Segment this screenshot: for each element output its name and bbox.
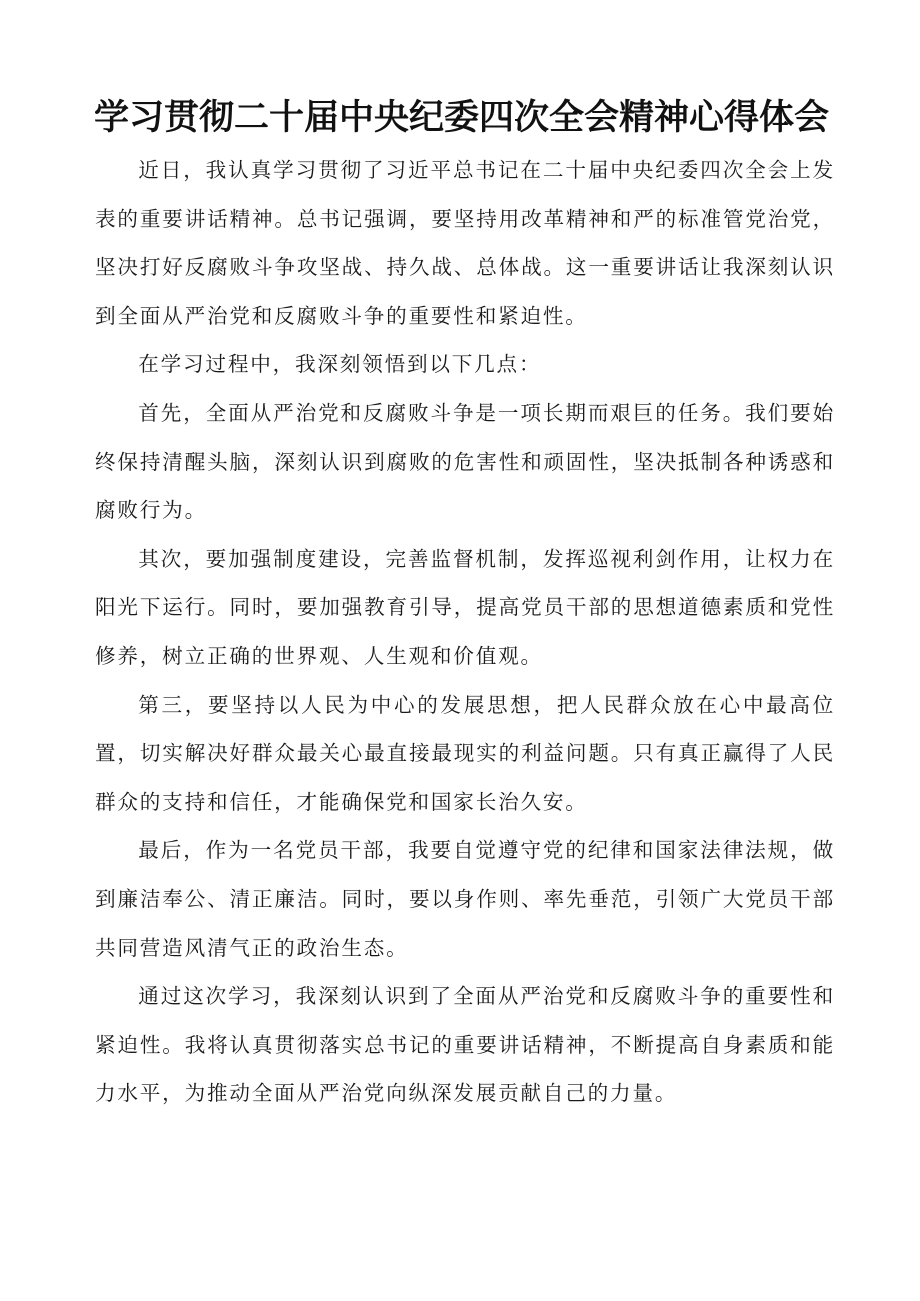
document-body — [95, 146, 835, 1118]
paragraph-first: 首先，全面从严治党和反腐败斗争是一项长期而艰巨的任务。我们要始终保持清醒头脑，深刻认识到腐败的危害性和顽固性，坚决抵制各种诱惑和腐败行为。 — [95, 400, 835, 523]
paragraph-intro: 近日，我认真学习贯彻了习近平总书记在二十届中央纪委四次全会上发表的重要讲话精神。总书记强调，要坚持用改革精神和严的标准管党治党，坚决打好反腐败斗争攻坚战、持久战、总体战。这一重要讲话让我深刻认识到全面从严治党和反腐败斗争的重要性和紧迫性。 — [95, 158, 835, 328]
paragraph-third: 第三，要坚持以人民为中心的发展思想，把人民群众放在心中最高位置，切实解决好群众最关心最直接最现实的利益问题。只有真正赢得了人民群众的支持和信任，才能确保党和国家长治久安。 — [95, 692, 835, 814]
paragraph-finally: 最后，作为一名党员干部，我要自觉遵守党的纪律和国家法律法规，做到廉洁奉公、清正廉洁。同时，要以身作则、率先垂范，引领广大党员干部共同营造风清气正的政治生态。 — [95, 838, 835, 960]
document-title: 学习贯彻二十届中央纪委四次全会精神心得体会 — [94, 98, 830, 138]
paragraph-conclusion: 通过这次学习，我深刻认识到了全面从严治党和反腐败斗争的重要性和紧迫性。我将认真贯彻落实总书记的重要讲话精神，不断提高自身素质和能力水平，为推动全面从严治党向纵深发展贡献自己的力量。 — [95, 984, 835, 1106]
paragraph-learning-points: 在学习过程中，我深刻领悟到以下几点： — [138, 352, 542, 377]
paragraph-second: 其次，要加强制度建设，完善监督机制，发挥巡视利剑作用，让权力在阳光下运行。同时，要加强教育引导，提高党员干部的思想道德素质和党性修养，树立正确的世界观、人生观和价值观。 — [95, 546, 835, 668]
